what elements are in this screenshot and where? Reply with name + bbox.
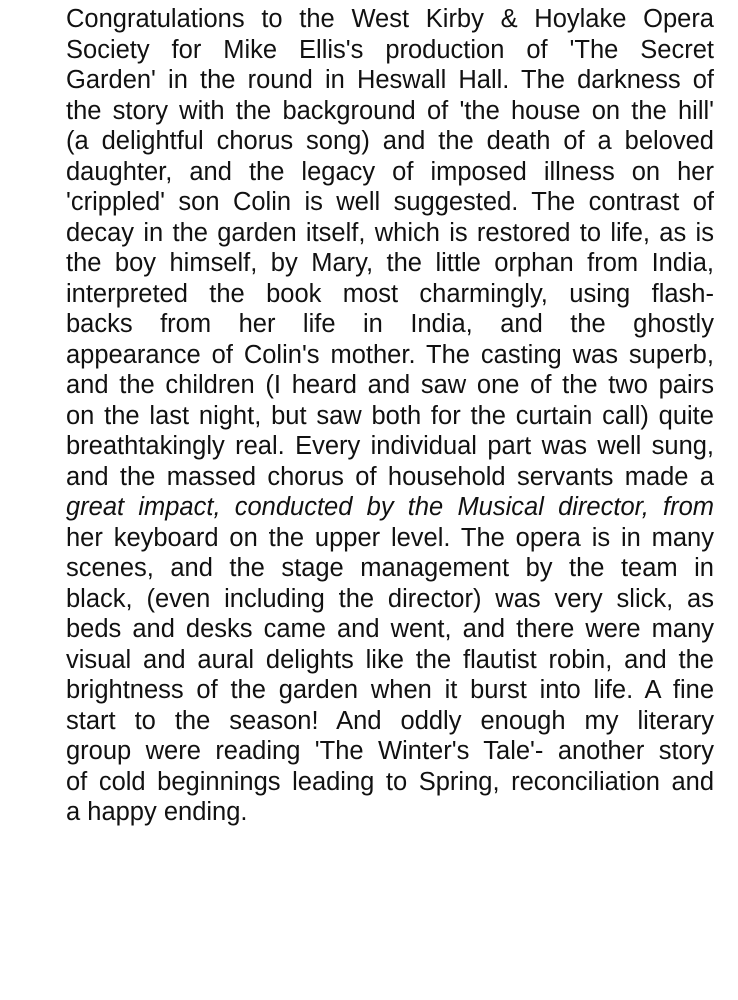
article-line: beds and desks came and went, and there were many <box>66 615 715 643</box>
article-line: brightness of the garden when it burst into life. A fine <box>66 676 715 704</box>
article-line: visual and aural delights like the flautist robin, and the <box>66 645 714 674</box>
article-line: a happy ending. <box>66 798 248 826</box>
review-article <box>66 4 714 828</box>
article-line: (a delightful chorus song) and the death of a beloved <box>66 127 714 155</box>
article-line: breathtakingly real. Every individual part was well sung, <box>66 432 715 460</box>
article-line: black, (even including the director) was very slick, as <box>66 584 714 613</box>
article-line: appearance of Colin's mother. The casting was superb, <box>66 340 714 369</box>
article-line: Congratulations to the West Kirby & Hoylake Opera <box>66 5 714 33</box>
article-line: 'crippled' son Colin is well suggested. The contrast of <box>66 188 714 216</box>
article-line: her keyboard on the upper level. The opera is in many <box>66 523 714 552</box>
article-line: and the massed chorus of household servants made a <box>66 462 715 491</box>
article-line: great impact, conducted by the Musical director, from <box>66 493 715 521</box>
article-line: of cold beginnings leading to Spring, reconciliation and <box>66 767 715 796</box>
article-line: the boy himself, by Mary, the little orphan from India, <box>66 249 714 277</box>
article-line: group were reading 'The Winter's Tale'- another story <box>66 737 714 765</box>
article-line: start to the season! And oddly enough my literary <box>66 706 715 735</box>
article-line: on the last night, but saw both for the curtain call) quite <box>66 401 714 430</box>
article-line: the story with the background of 'the house on the hill' <box>66 96 715 125</box>
article-line: interpreted the book most charmingly, using flash- <box>66 279 714 308</box>
article-line: and the children (I heard and saw one of the two pairs <box>66 371 714 399</box>
article-line: Society for Mike Ellis's production of 'The Secret <box>66 35 714 64</box>
article-line: daughter, and the legacy of imposed illness on her <box>66 157 714 186</box>
article-line: backs from her life in India, and the ghostly <box>66 310 714 338</box>
article-line: Garden' in the round in Heswall Hall. The darkness of <box>66 66 714 94</box>
article-line: scenes, and the stage management by the team in <box>66 554 714 582</box>
article-line: decay in the garden itself, which is restored to life, as is <box>66 218 714 247</box>
